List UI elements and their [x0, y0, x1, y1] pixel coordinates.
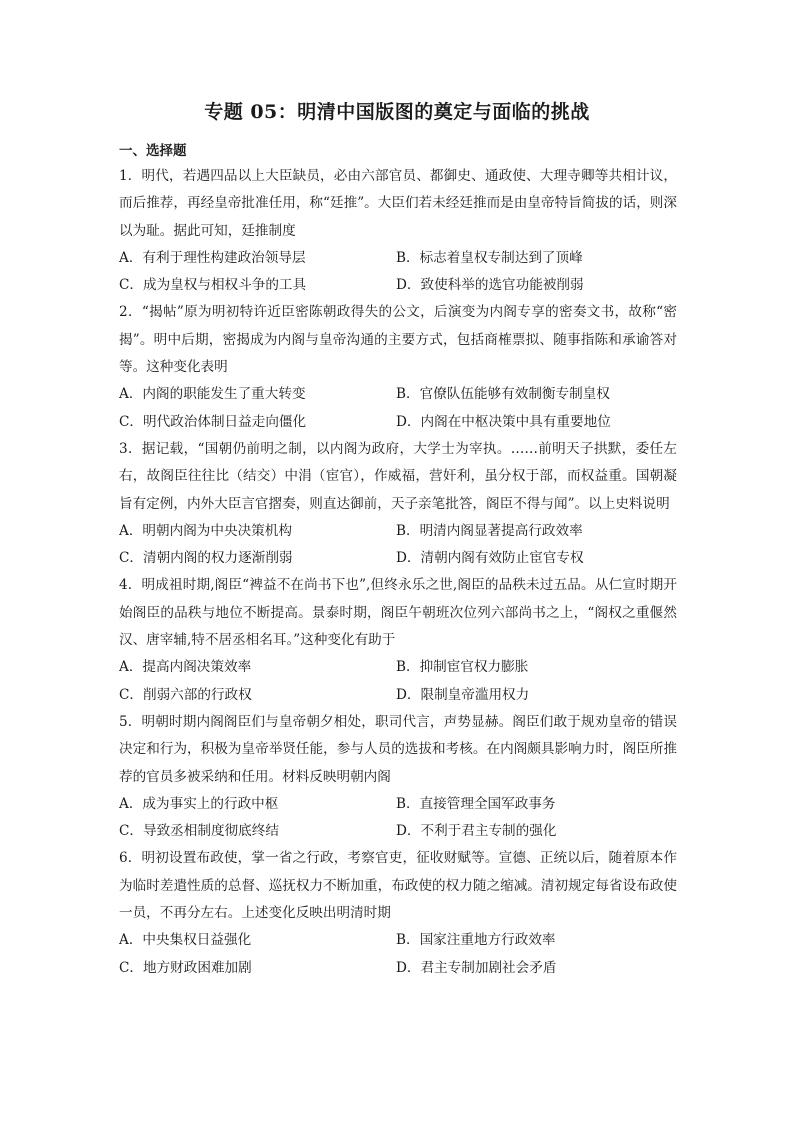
- option-a: A．内阁的职能发生了重大转变: [119, 386, 306, 403]
- option-grid: [119, 791, 677, 846]
- option-a: A．明朝内阁为中央决策机构: [119, 522, 292, 539]
- option-c: C．削弱六部的行政权: [119, 686, 252, 703]
- option-a: A．成为事实上的行政中枢: [119, 795, 279, 812]
- question-list: [119, 163, 677, 982]
- option-grid: [119, 654, 677, 709]
- option-b: B．官僚队伍能够有效制衡专制皇权: [396, 386, 610, 403]
- option-c: C．导致丞相制度彻底终结: [119, 823, 279, 840]
- question-stem: 3．据记载，“国朝仍前明之制，以内阁为政府，大学士为宰执。……前明天子拱默，委任左右，故阁臣往往比（结交）中涓（宦官），作威福，营奸利，虽分权于部，而权益重。国朝凝旨有定例，内外大臣言官摺奏，则直达御前，天子亲笔批答，阁臣不得与闻”。以上史料说明: [119, 440, 677, 512]
- option-grid: [119, 518, 677, 573]
- question-2: [119, 299, 677, 435]
- option-a: A．提高内阁决策效率: [119, 659, 252, 676]
- option-d: D．内阁在中枢决策中具有重要地位: [396, 413, 611, 430]
- question-stem: 1．明代，若遇四品以上大臣缺员，必由六部官员、都御史、通政使、大理寺卿等共相计议，而后推荐，再经皇帝批准任用，称“廷推”。大臣们若未经廷推而是由皇帝特旨简拔的话，则深以为耻。据此可知，廷推制度: [119, 168, 677, 239]
- question-4: [119, 572, 677, 708]
- option-c: C．成为皇权与相权斗争的工具: [119, 277, 307, 294]
- option-b: B．明清内阁显著提高行政效率: [396, 522, 583, 539]
- question-5: [119, 709, 677, 845]
- question-3: [119, 436, 677, 572]
- option-b: B．抑制宦官权力膨胀: [396, 659, 529, 676]
- page-title: 专题 05：明清中国版图的奠定与面临的挑战: [204, 101, 590, 123]
- question-stem: 4．明成祖时期,阁臣“裨益不在尚书下也”,但终永乐之世,阁臣的品秩未过五品。从仁宣时期开始阁臣的品秩与地位不断提高。景泰时期，阁臣午朝班次位列六部尚书之上，“阁权之重偃然汉、唐宰辅,特不居丞相名耳。”这种变化有助于: [119, 577, 677, 649]
- question-stem: 5．明朝时期内阁阁臣们与皇帝朝夕相处，职司代言，声势显赫。阁臣们敢于规劝皇帝的错误决定和行为，积极为皇帝举贤任能，参与人员的选拔和考核。在内阁颇具影响力时，阁臣所推荐的官员多被采纳和任用。材料反映明朝内阁: [119, 713, 677, 785]
- option-b: B．直接管理全国军政事务: [396, 795, 556, 812]
- question-stem: 2．“揭帖”原为明初特许近臣密陈朝政得失的公文，后演变为内阁专享的密奏文书，故称“密揭”。明中后期，密揭成为内阁与皇帝沟通的主要方式，包括商榷票拟、随事指陈和承谕答对等。这种变化表明: [119, 304, 677, 376]
- option-d: D．致使科举的选官功能被削弱: [396, 277, 584, 294]
- section-heading: 一、选择题: [119, 143, 187, 159]
- option-grid: [119, 245, 677, 300]
- option-c: C．清朝内阁的权力逐渐削弱: [119, 550, 293, 567]
- option-c: C．地方财政困难加剧: [119, 959, 252, 976]
- question-6: [119, 845, 677, 981]
- option-grid: [119, 381, 677, 436]
- question-1: [119, 163, 677, 299]
- option-c: C．明代政治体制日益走向僵化: [119, 413, 307, 430]
- option-a: A．中央集权日益强化: [119, 932, 252, 949]
- option-d: D．清朝内阁有效防止宦官专权: [396, 550, 584, 567]
- option-b: B．标志着皇权专制达到了顶峰: [396, 249, 583, 266]
- option-d: D．不利于君主专制的强化: [396, 823, 557, 840]
- option-a: A．有利于理性构建政治领导层: [119, 249, 306, 266]
- option-d: D．限制皇帝滥用权力: [396, 686, 530, 703]
- option-d: D．君主专制加剧社会矛盾: [396, 959, 557, 976]
- option-grid: [119, 927, 677, 982]
- question-stem: 6．明初设置布政使，掌一省之行政，考察官吏，征收财赋等。宣德、正统以后，随着原本作为临时差遣性质的总督、巡抚权力不断加重，布政使的权力随之缩减。清初规定每省设布政使一员，不再分左右。上述变化反映出明清时期: [119, 850, 677, 922]
- option-b: B．国家注重地方行政效率: [396, 932, 556, 949]
